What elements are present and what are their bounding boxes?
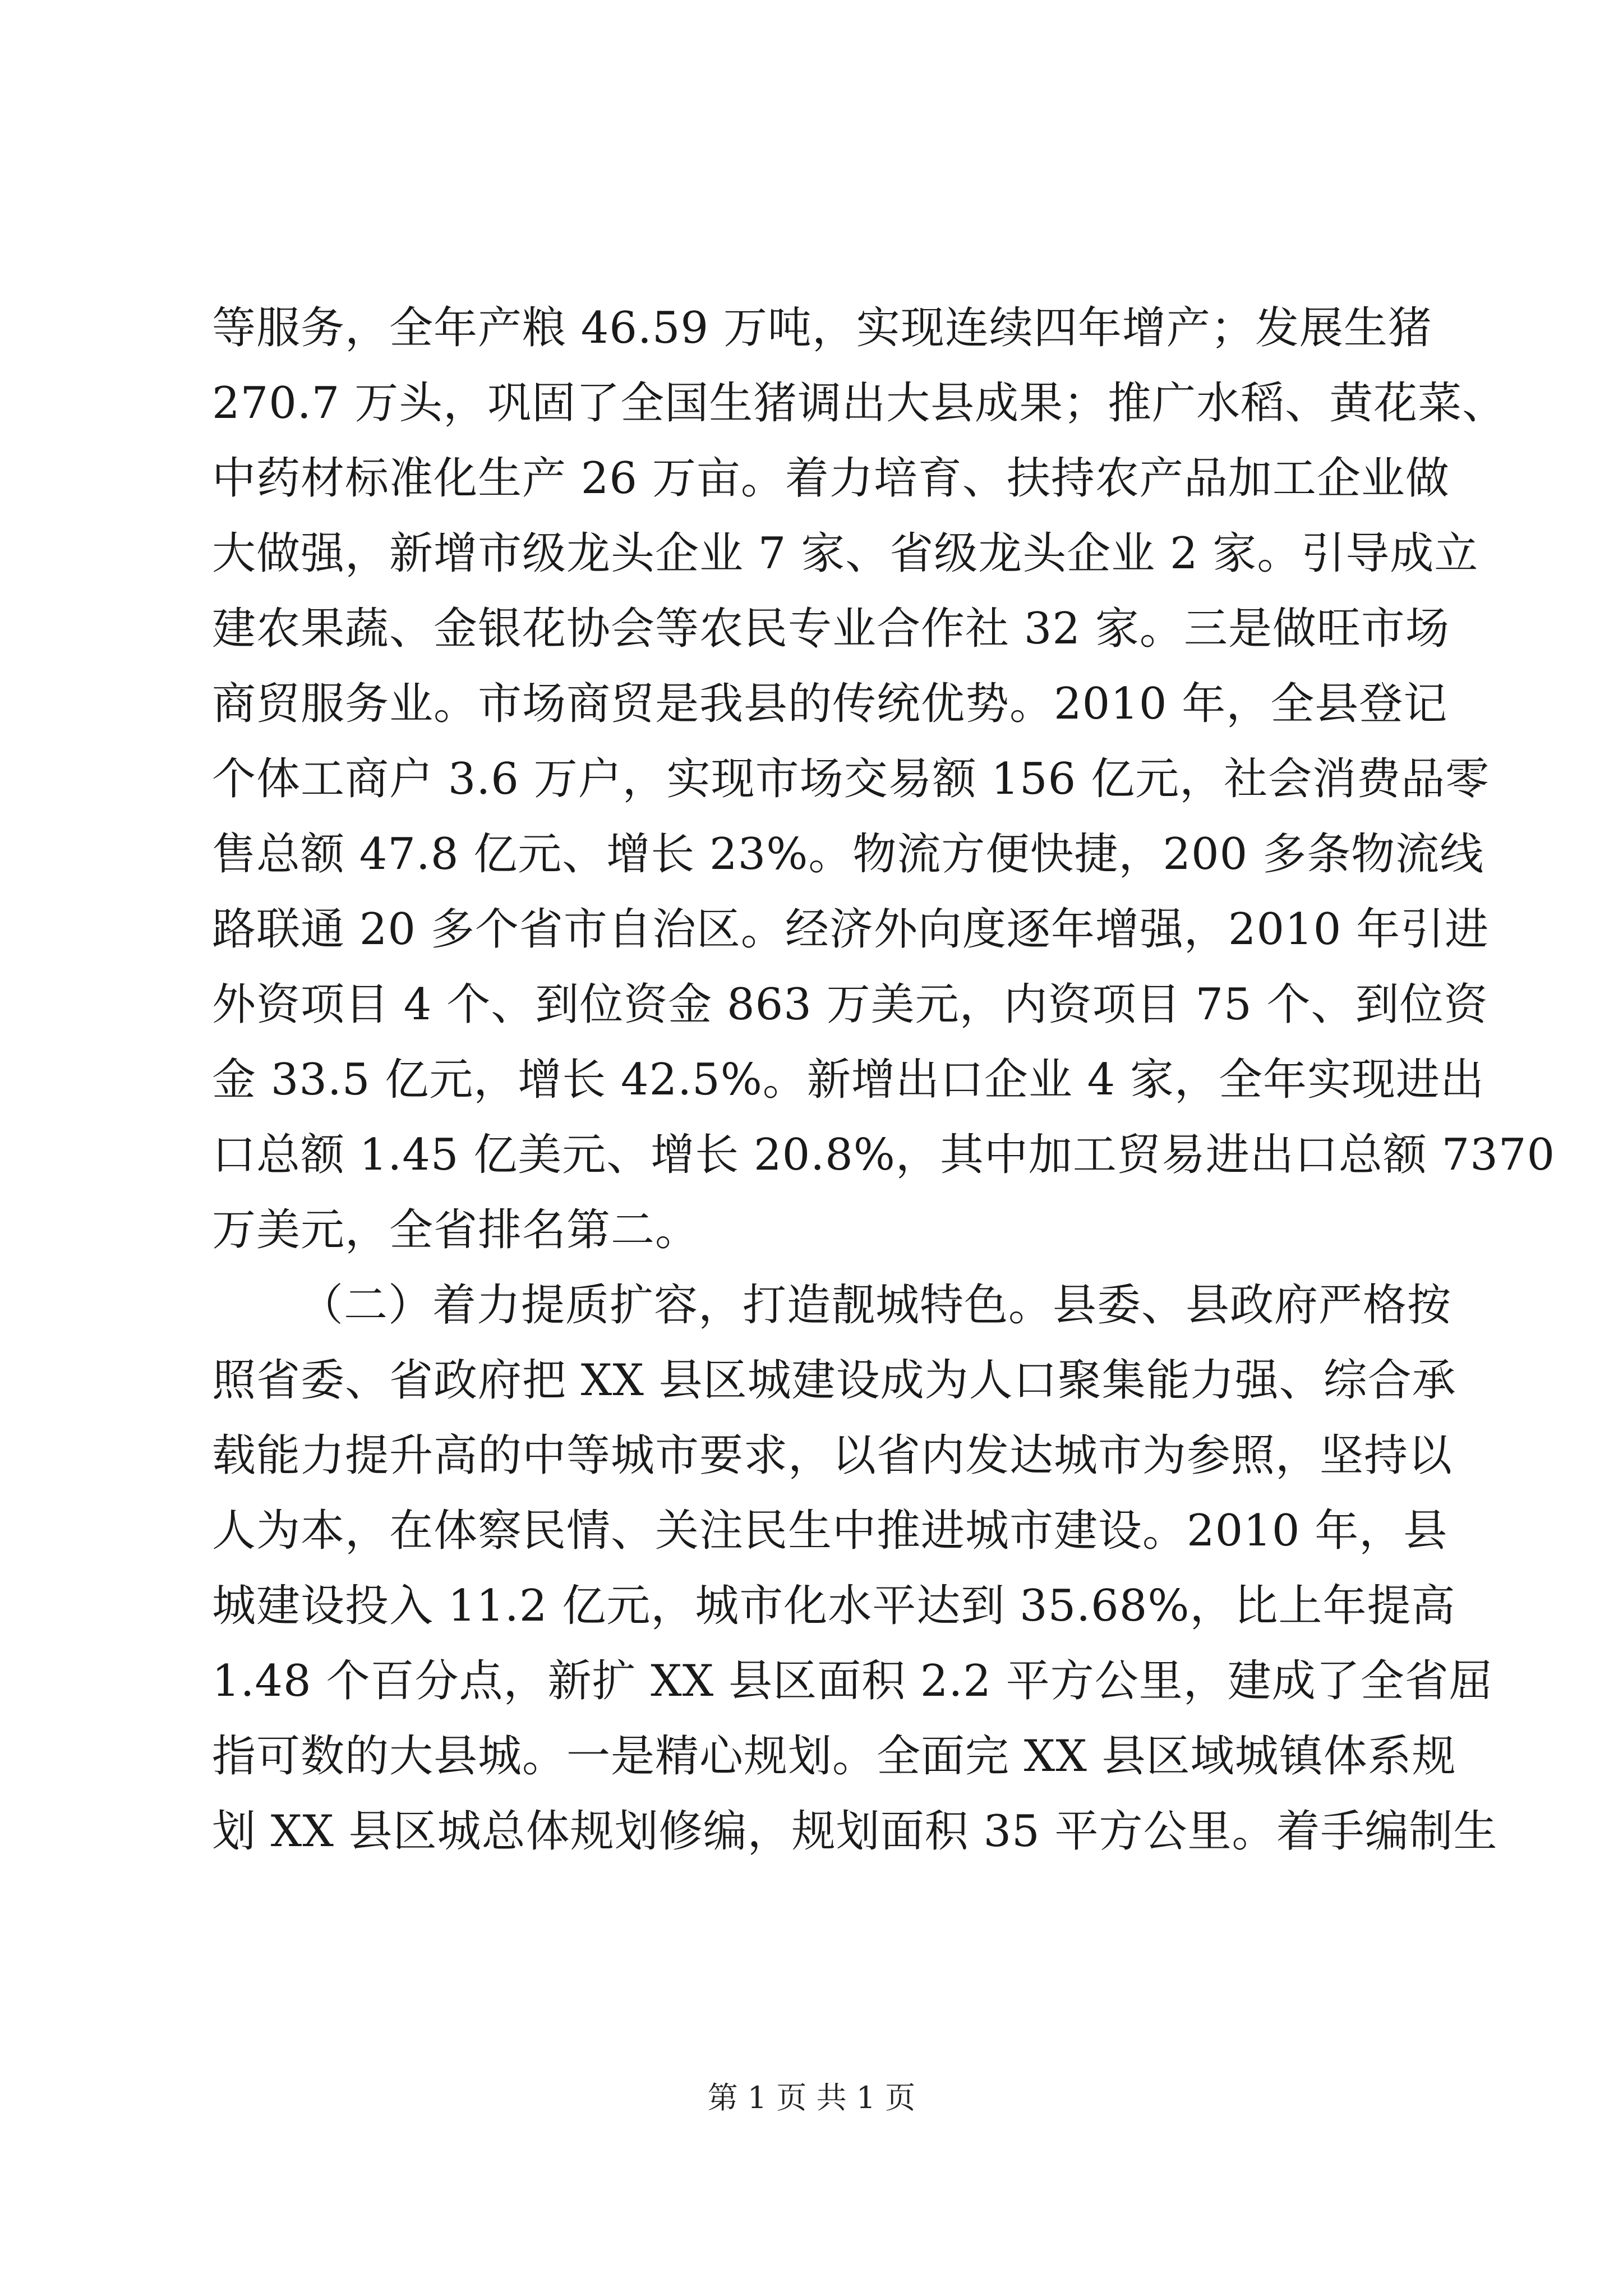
body-text-line: 照省委、省政府把 XX 县区城建设成为人口聚集能力强、综合承 — [212, 1355, 1456, 1406]
body-text-line: 路联通 20 多个省市自治区。经济外向度逐年增强，2010 年引进 — [212, 904, 1490, 955]
paragraph-start-line: （二）着力提质扩容，打造靓城特色。县委、县政府严格按 — [299, 1280, 1452, 1331]
paragraph-end-line: 万美元，全省排名第二。 — [212, 1205, 700, 1255]
body-text-line: 中药材标准化生产 26 万亩。着力培育、扶持农产品加工企业做 — [212, 453, 1450, 504]
body-text-line: 建农果蔬、金银花协会等农民专业合作社 32 家。三是做旺市场 — [212, 604, 1450, 654]
body-text-line: 个体工商户 3.6 万户，实现市场交易额 156 亿元，社会消费品零 — [212, 754, 1490, 804]
page-footer: 第 1 页 共 1 页 — [707, 2080, 916, 2115]
body-text-line: 人为本，在体察民情、关注民生中推进城市建设。2010 年，县 — [212, 1506, 1448, 1556]
body-text-line: 金 33.5 亿元，增长 42.5%。新增出口企业 4 家，全年实现进出 — [212, 1055, 1485, 1105]
body-text-line: 1.48 个百分点，新扩 XX 县区面积 2.2 平方公里，建成了全省屈 — [212, 1656, 1493, 1706]
body-text-line: 270.7 万头，巩固了全国生猪调出大县成果；推广水稻、黄花菜、 — [212, 378, 1507, 429]
body-text-line: 载能力提升高的中等城市要求，以省内发达城市为参照，坚持以 — [212, 1430, 1453, 1481]
body-text-line: 城建设投入 11.2 亿元，城市化水平达到 35.68%，比上年提高 — [212, 1581, 1456, 1631]
body-text-line: 划 XX 县区城总体规划修编，规划面积 35 平方公里。着手编制生 — [212, 1806, 1498, 1857]
body-text-line: 指可数的大县城。一是精心规划。全面完 XX 县区域城镇体系规 — [212, 1731, 1456, 1782]
body-text-line: 大做强，新增市级龙头企业 7 家、省级龙头企业 2 家。引导成立 — [212, 528, 1479, 579]
body-text-line: 外资项目 4 个、到位资金 863 万美元，内资项目 75 个、到位资 — [212, 979, 1488, 1030]
body-text-line: 售总额 47.8 亿元、增长 23%。物流方便快捷，200 多条物流线 — [212, 829, 1484, 880]
body-text-line: 等服务，全年产粮 46.59 万吨，实现连续四年增产；发展生猪 — [212, 303, 1432, 353]
body-text-line: 商贸服务业。市场商贸是我县的传统优势。2010 年，全县登记 — [212, 679, 1448, 729]
body-text-line: 口总额 1.45 亿美元、增长 20.8%，其中加工贸易进出口总额 7370 — [212, 1130, 1556, 1180]
